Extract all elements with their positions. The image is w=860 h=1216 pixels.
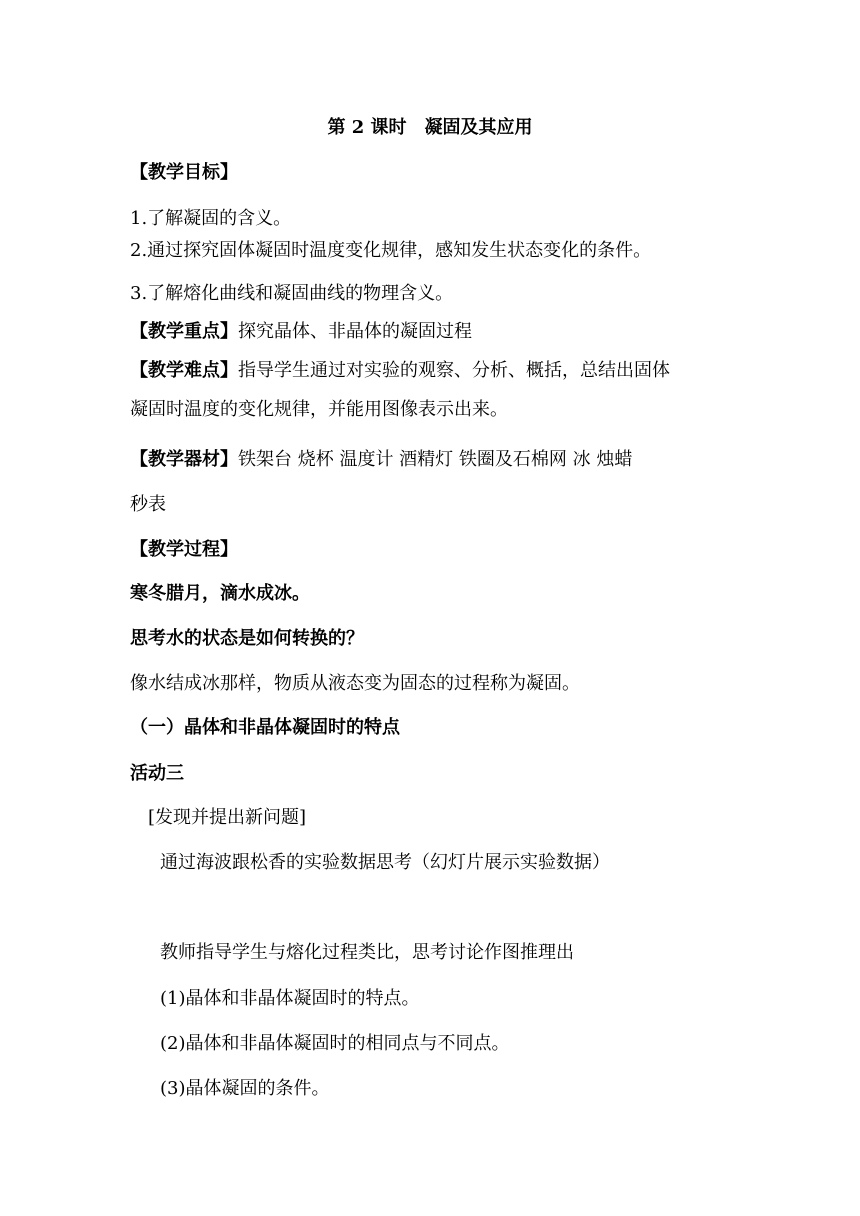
definition-text: 像水结成冰那样，物质从液态变为固态的过程称为凝固。 xyxy=(130,673,580,694)
page-title: 第 2 课时 凝固及其应用 xyxy=(327,117,533,138)
intro-line-1: 寒冬腊月，滴水成冰。 xyxy=(130,583,310,604)
key-point xyxy=(130,320,472,344)
activity-subheading: [发现并提出新问题] xyxy=(148,807,307,828)
difficulty xyxy=(130,359,670,383)
objective-item-1: 1.了解凝固的含义。 xyxy=(130,208,292,229)
question-item-3: (3)晶体凝固的条件。 xyxy=(160,1078,330,1099)
equipment xyxy=(130,448,632,472)
key-point-text: 探究晶体、非晶体的凝固过程 xyxy=(238,321,472,342)
difficulty-text-line2: 凝固时温度的变化规律，并能用图像表示出来。 xyxy=(130,399,508,420)
equipment-label: 【教学器材】 xyxy=(130,449,238,470)
section-heading: （一）晶体和非晶体凝固时的特点 xyxy=(130,717,400,738)
guide-text: 教师指导学生与熔化过程类比，思考讨论作图推理出 xyxy=(160,942,574,963)
activity-text: 通过海波跟松香的实验数据思考（幻灯片展示实验数据） xyxy=(160,852,610,873)
objective-item-3: 3.了解熔化曲线和凝固曲线的物理含义。 xyxy=(130,283,454,304)
key-point-label: 【教学重点】 xyxy=(130,321,238,342)
equipment-text-line1: 铁架台 烧杯 温度计 酒精灯 铁圈及石棉网 冰 烛蜡 xyxy=(238,449,633,470)
intro-line-2: 思考水的状态是如何转换的？ xyxy=(130,628,364,649)
difficulty-text-line1: 指导学生通过对实验的观察、分析、概括，总结出固体 xyxy=(238,360,670,381)
equipment-text-line2: 秒表 xyxy=(130,494,166,515)
objective-item-2: 2.通过探究固体凝固时温度变化规律，感知发生状态变化的条件。 xyxy=(130,240,652,261)
question-item-1: (1)晶体和非晶体凝固时的特点。 xyxy=(160,988,420,1009)
objectives-heading: 【教学目标】 xyxy=(130,162,238,183)
process-heading: 【教学过程】 xyxy=(130,539,238,560)
difficulty-label: 【教学难点】 xyxy=(130,360,238,381)
question-item-2: (2)晶体和非晶体凝固时的相同点与不同点。 xyxy=(160,1033,510,1054)
activity-heading: 活动三 xyxy=(130,763,184,784)
